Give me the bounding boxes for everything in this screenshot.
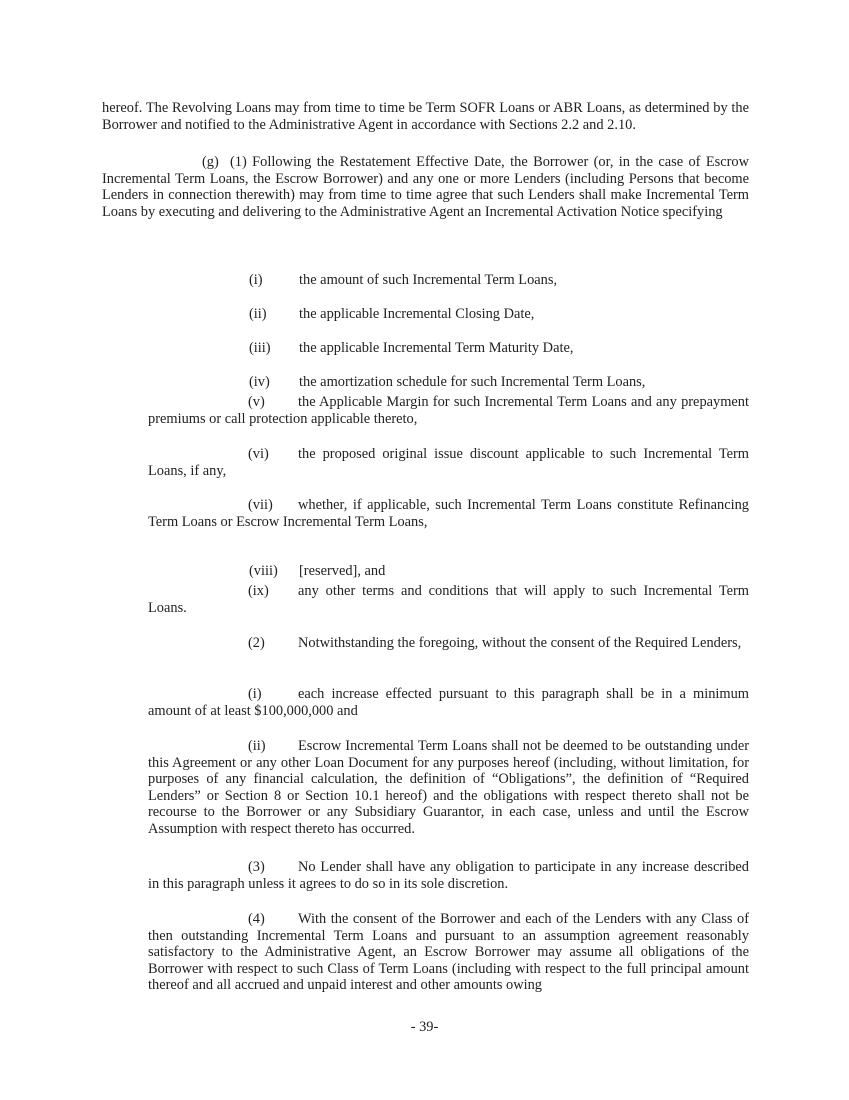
item-label: (ix) (248, 583, 269, 599)
item-label: (viii) (249, 563, 278, 580)
section-g-label: (g) (202, 154, 219, 170)
para-4-text: With the consent of the Borrower and each of the Lenders with any Class of then outstanding Incremental Term Loans and pursuant to an assumption agreement reasonably satisfactory to the Administrative Agent, an Escrow Borrower may assume all obligations of the Borrower with respect to such Class of Term Loans (including with respect to the full principal amount thereof and all accrued and unpaid interest and other amounts owing (148, 911, 749, 994)
list-item (148, 446, 749, 479)
item-label: (iii) (249, 340, 271, 357)
item-label: (i) (249, 272, 263, 289)
section-g-paragraph (102, 154, 749, 220)
list-item (249, 340, 749, 357)
paragraph-4 (148, 911, 749, 994)
item-label: (iv) (249, 374, 270, 391)
item-label: (vii) (248, 497, 273, 513)
list-item (148, 497, 749, 530)
list-item (249, 374, 749, 391)
list-item (249, 563, 749, 580)
paragraph-2 (148, 635, 749, 652)
intro-paragraph: hereof. The Revolving Loans may from time to time be Term SOFR Loans or ABR Loans, as determined by the Borrower and notified to the Administrative Agent in accordance with Sections 2.2 and 2.10. (102, 100, 749, 133)
item-text: the proposed original issue discount applicable to such Incremental Term Loans, if any, (148, 446, 749, 479)
list-item (249, 272, 749, 289)
list-item (148, 394, 749, 427)
para-2-text: Notwithstanding the foregoing, without the consent of the Required Lenders, (298, 635, 742, 651)
item-label: (i) (248, 686, 262, 702)
paragraph-3 (148, 859, 749, 892)
item-label: (ii) (249, 306, 267, 323)
list-item (148, 583, 749, 616)
list-item (148, 738, 749, 838)
page-number: - 39- (410, 1019, 439, 1035)
item-text: the amount of such Incremental Term Loans, (299, 272, 558, 289)
item-label: (ii) (248, 738, 266, 754)
list-item (148, 686, 749, 719)
item-text: the applicable Incremental Closing Date, (299, 306, 535, 323)
para-3-label: (3) (248, 859, 265, 875)
para-2-label: (2) (248, 635, 265, 651)
list-item (249, 306, 749, 323)
item-text: Escrow Incremental Term Loans shall not be deemed to be outstanding under this Agreement or any other Loan Document for any purposes hereof (including, without limitation, for purposes of any financial calculation, the definition of “Obligations”, the definition of “Required Lenders” or Section 8 or Section 10.1 hereof) and the obligations with respect thereto shall not be recourse to the Borrower or any Subsidiary Guarantor, in each case, unless and until the Escrow Assumption with respect thereto has occurred. (148, 738, 749, 837)
item-text: whether, if applicable, such Incremental Term Loans constitute Refinancing Term Loans or Escrow Incremental Term Loans, (148, 497, 749, 530)
para-3-text: No Lender shall have any obligation to participate in any increase described in this paragraph unless it agrees to do so in its sole discretion. (148, 859, 749, 892)
section-g-text: (1) Following the Restatement Effective Date, the Borrower (or, in the case of Escrow Incremental Term Loans, the Escrow Borrower) and any one or more Lenders (including Persons that become Lenders in connection therewith) may from time to time agree that such Lenders shall make Incremental Term Loans by executing and delivering to the Administrative Agent an Incremental Activation Notice specifying (102, 154, 749, 220)
item-text: each increase effected pursuant to this paragraph shall be in a minimum amount of at least $100,000,000 and (148, 686, 749, 719)
item-text: any other terms and conditions that will apply to such Incremental Term Loans. (148, 583, 749, 616)
item-label: (v) (248, 394, 265, 410)
item-text: the amortization schedule for such Incremental Term Loans, (299, 374, 646, 391)
item-text: the Applicable Margin for such Incremental Term Loans and any prepayment premiums or call protection applicable thereto, (148, 394, 749, 427)
item-text: the applicable Incremental Term Maturity Date, (299, 340, 574, 357)
item-text: [reserved], and (299, 563, 386, 580)
para-4-label: (4) (248, 911, 265, 927)
item-label: (vi) (248, 446, 269, 462)
